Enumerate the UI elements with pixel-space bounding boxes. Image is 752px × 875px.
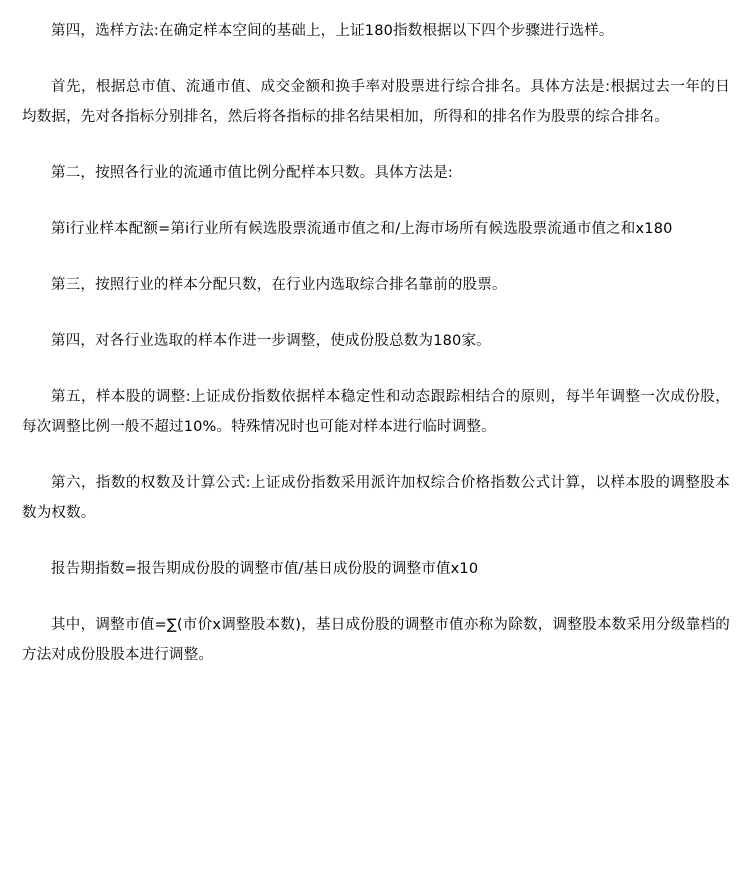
paragraph-5: 第三，按照行业的样本分配只数，在行业内选取综合排名靠前的股票。 xyxy=(51,277,507,293)
paragraph-6: 第四，对各行业选取的样本作进一步调整，使成份股总数为180家。 xyxy=(51,333,491,349)
paragraph-2: 首先，根据总市值、流通市值、成交金额和换手率对股票进行综合排名。具体方法是:根据过去一年的日均数据，先对各指标分别排名，然后将各指标的排名结果相加，所得和的排名作为股票的综合排名。 xyxy=(22,79,730,125)
paragraph-4-formula: 第i行业样本配额=第i行业所有候选股票流通市值之和/上海市场所有候选股票流通市值之和x180 xyxy=(51,221,673,237)
paragraph-10: 其中，调整市值=∑(市价x调整股本数)，基日成份股的调整市值亦称为除数，调整股本数采用分级靠档的方法对成份股股本进行调整。 xyxy=(22,617,730,663)
paragraph-7: 第五，样本股的调整:上证成份指数依据样本稳定性和动态跟踪相结合的原则，每半年调整一次成份股，每次调整比例一般不超过10%。特殊情况时也可能对样本进行临时调整。 xyxy=(22,389,730,435)
paragraph-1: 第四，选样方法:在确定样本空间的基础上，上证180指数根据以下四个步骤进行选样。 xyxy=(51,23,614,39)
paragraph-3: 第二，按照各行业的流通市值比例分配样本只数。具体方法是: xyxy=(51,165,453,181)
paragraph-8: 第六，指数的权数及计算公式:上证成份指数采用派许加权综合价格指数公式计算，以样本股的调整股本数为权数。 xyxy=(22,475,730,521)
paragraph-9-formula: 报告期指数=报告期成份股的调整市值/基日成份股的调整市值x10 xyxy=(51,561,479,577)
